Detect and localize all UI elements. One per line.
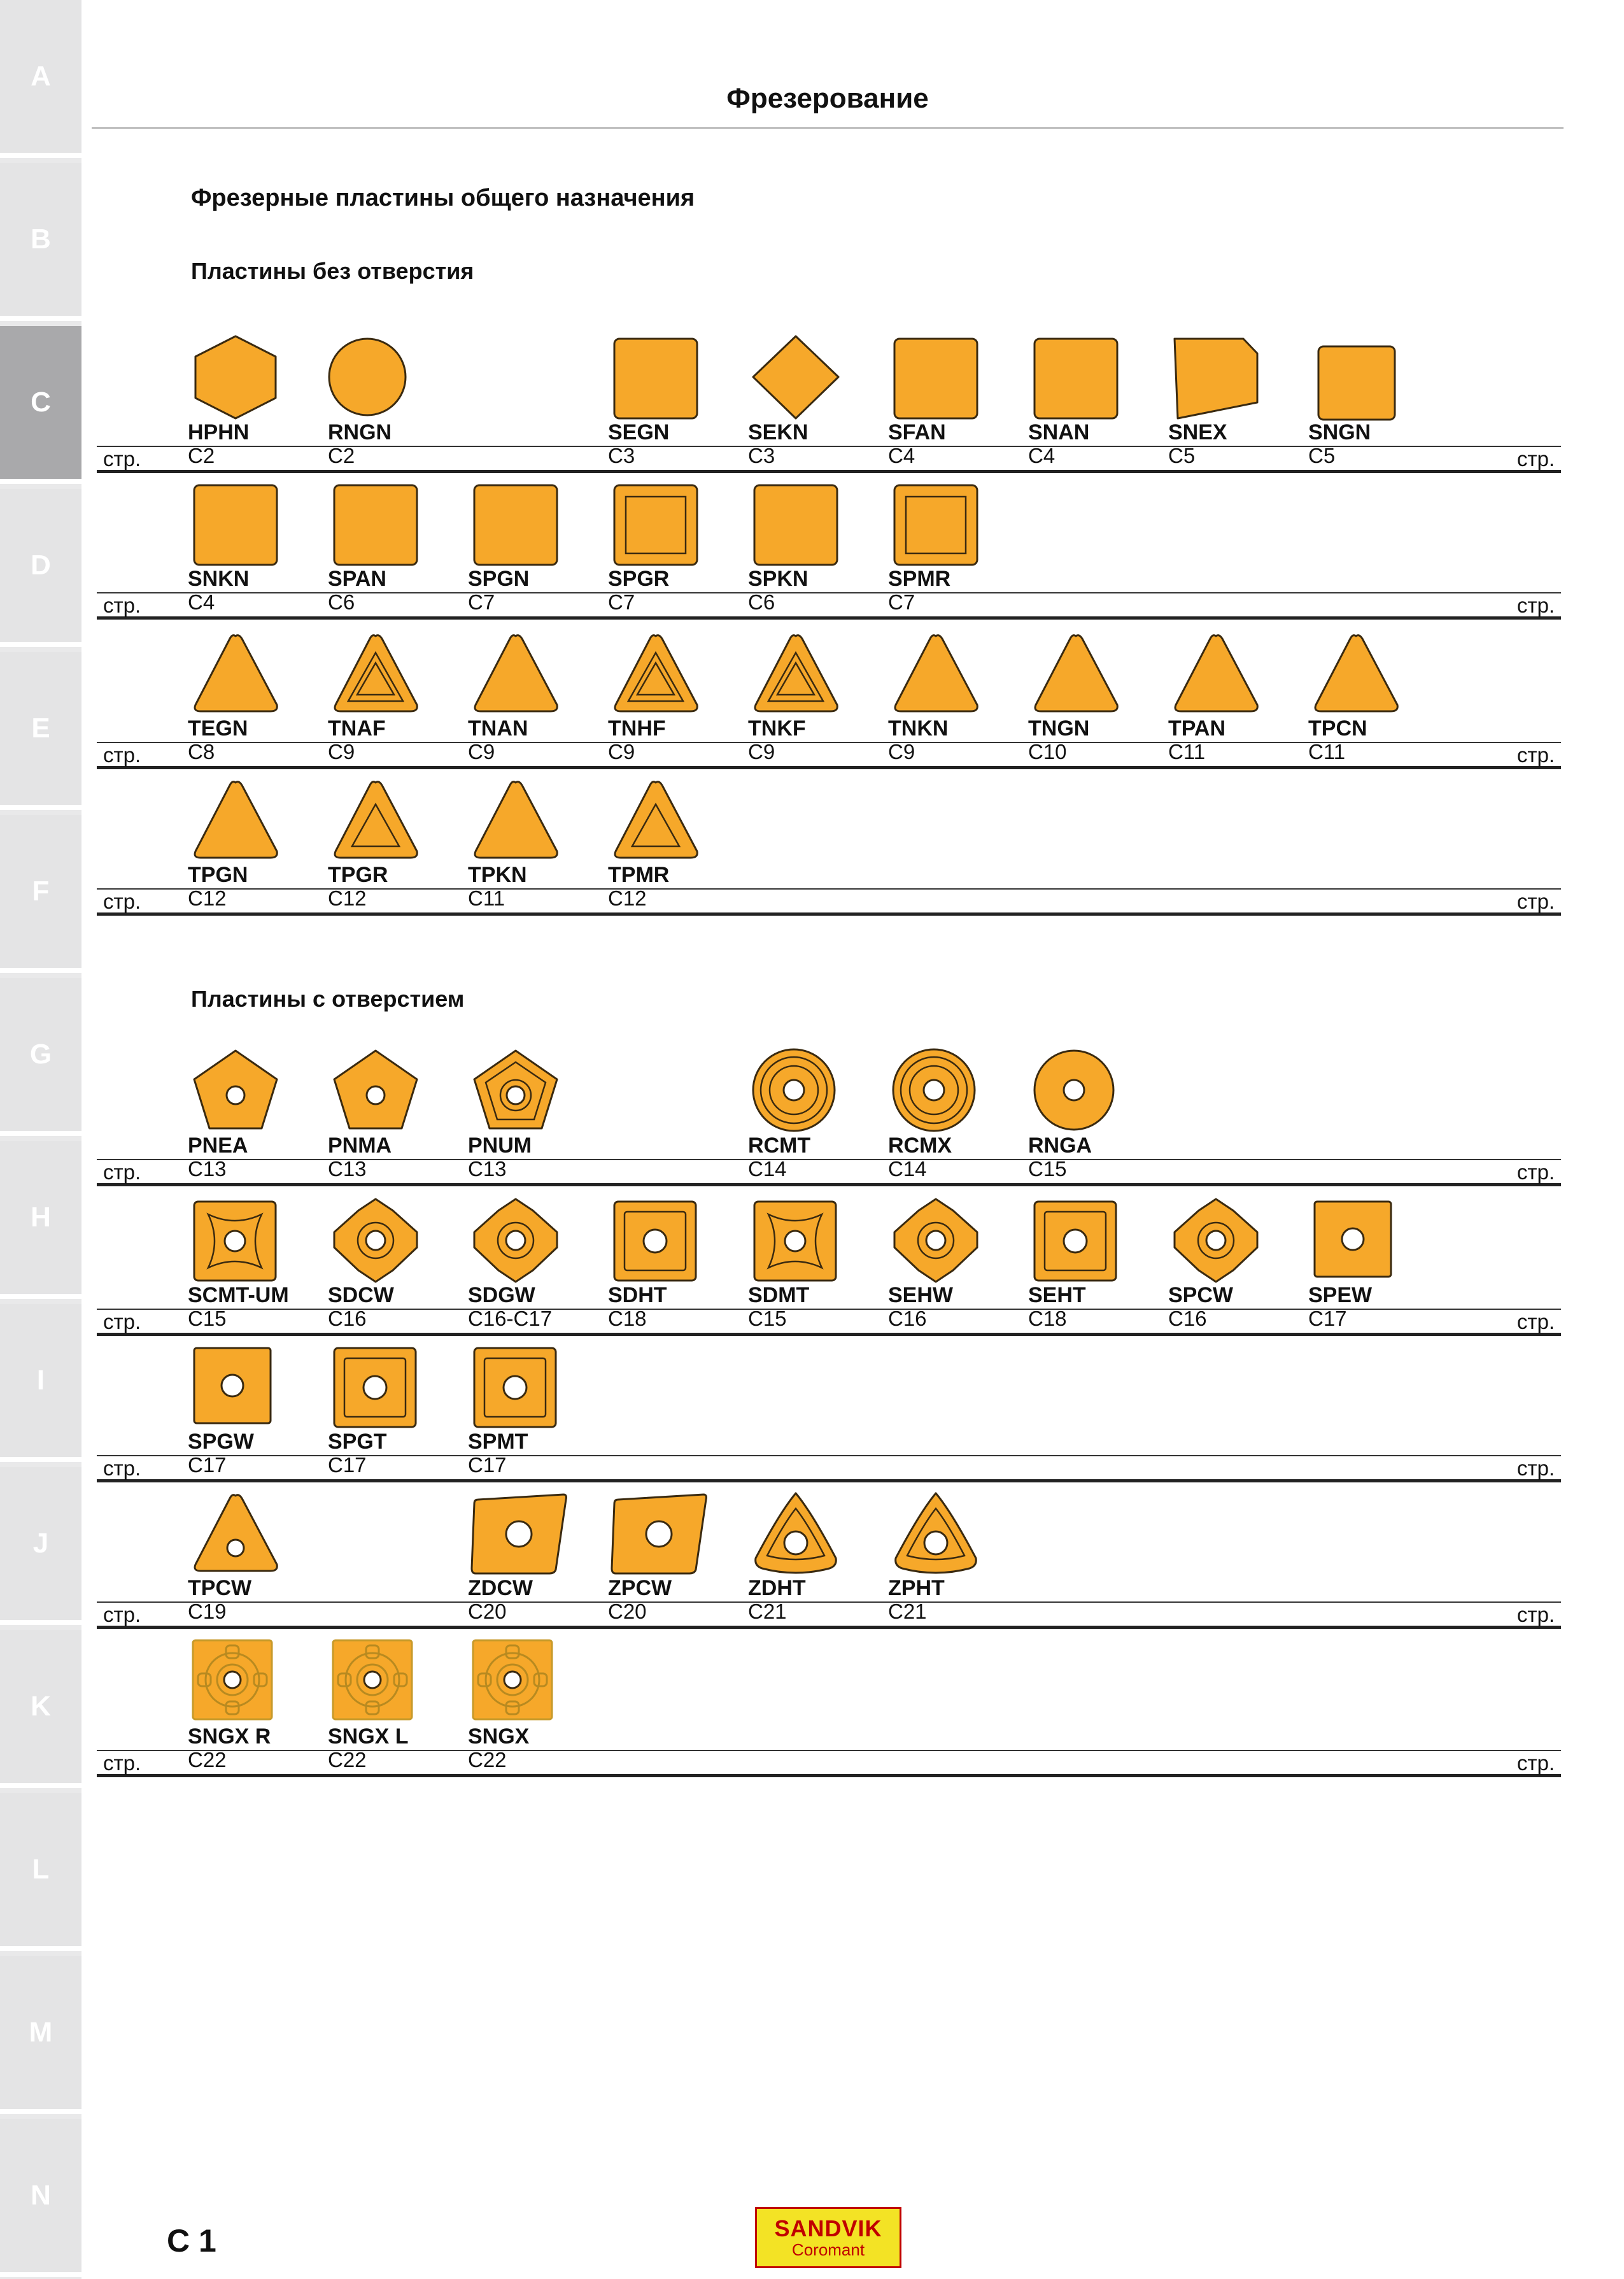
row-label-right: стр.	[1516, 1603, 1555, 1626]
insert-square-chip-icon	[1028, 1194, 1124, 1283]
insert-page-ref[interactable]: C13	[468, 1157, 507, 1181]
insert-code: TPCN	[1308, 716, 1367, 741]
insert-row	[97, 1622, 1561, 1775]
insert-row	[97, 614, 1561, 767]
insert-code: RNGN	[328, 420, 392, 444]
insert-page-ref[interactable]: C15	[188, 1307, 227, 1330]
insert-item[interactable]	[468, 1328, 608, 1480]
insert-item[interactable]	[468, 614, 608, 767]
insert-triangle-groove-icon	[748, 627, 844, 716]
insert-code: SFAN	[888, 420, 946, 444]
insert-page-ref[interactable]: C6	[328, 590, 355, 614]
insert-square-chip-icon	[608, 1194, 703, 1283]
insert-item[interactable]	[1028, 1181, 1168, 1334]
insert-code: TNHF	[608, 716, 666, 741]
insert-item[interactable]	[888, 614, 1028, 767]
insert-trigon-hole-icon	[888, 1487, 984, 1576]
subsection-without-hole: Пластины без отверстия	[191, 258, 474, 284]
row-label-right: стр.	[1516, 1160, 1555, 1184]
insert-page-ref[interactable]: C16	[328, 1307, 367, 1330]
insert-triangle-icon	[1168, 627, 1264, 716]
insert-item[interactable]	[1308, 318, 1448, 471]
insert-octagon-hole-icon	[888, 1194, 984, 1283]
insert-item[interactable]	[748, 614, 888, 767]
insert-item[interactable]	[328, 614, 468, 767]
insert-code: TNAN	[468, 716, 528, 741]
insert-triangle-icon	[1028, 627, 1124, 716]
insert-page-ref[interactable]: C20	[608, 1600, 647, 1623]
insert-triangle-groove-icon	[328, 627, 423, 716]
insert-code: ZPHT	[888, 1576, 945, 1600]
row-label-left: стр.	[103, 1160, 141, 1184]
tab-n[interactable]: N	[0, 2119, 81, 2277]
insert-item[interactable]	[1028, 1032, 1168, 1184]
insert-code: TPKN	[468, 863, 527, 887]
insert-triangle-icon	[1308, 627, 1404, 716]
row-label-right: стр.	[1516, 593, 1555, 617]
insert-item[interactable]	[328, 1622, 468, 1775]
insert-item[interactable]	[468, 1181, 608, 1334]
insert-triangle-icon	[188, 627, 283, 716]
insert-square-cross-icon	[748, 1194, 844, 1283]
insert-pentagon-hole-icon	[188, 1044, 283, 1133]
insert-page-ref[interactable]: C5	[1168, 444, 1196, 467]
page-title: Фрезерование	[726, 83, 929, 114]
insert-item[interactable]	[1168, 318, 1308, 471]
insert-code: SNGX R	[188, 1724, 271, 1749]
insert-item[interactable]	[328, 318, 468, 471]
insert-code: ZPCW	[608, 1576, 672, 1600]
insert-square-icon	[608, 331, 703, 420]
insert-item[interactable]	[328, 1181, 468, 1334]
insert-triangle-groove-icon	[608, 627, 703, 716]
insert-hexagon-icon	[188, 331, 283, 420]
insert-octagon-hole-icon	[468, 1194, 563, 1283]
insert-item[interactable]	[608, 465, 748, 618]
insert-code: SPKN	[748, 567, 808, 591]
insert-page-ref[interactable]: C8	[188, 740, 215, 763]
tab-h[interactable]: H	[0, 1141, 81, 1299]
insert-page-ref[interactable]: C7	[888, 590, 915, 614]
insert-code: SEHT	[1028, 1283, 1086, 1307]
insert-page-ref[interactable]: C4	[1028, 444, 1056, 467]
insert-code: ZDHT	[748, 1576, 806, 1600]
insert-page-ref[interactable]: C6	[748, 590, 775, 614]
insert-item[interactable]	[468, 761, 608, 914]
insert-page-ref[interactable]: C4	[188, 590, 215, 614]
row-label-left: стр.	[103, 890, 141, 913]
insert-code: TEGN	[188, 716, 248, 741]
insert-item[interactable]	[1168, 614, 1308, 767]
insert-round-hole-icon	[1028, 1044, 1124, 1133]
insert-code: RNGA	[1028, 1133, 1092, 1158]
page-number: C 1	[167, 2223, 216, 2259]
insert-code: SNGX L	[328, 1724, 409, 1749]
insert-page-ref[interactable]: C7	[608, 590, 635, 614]
insert-code: TPGR	[328, 863, 388, 887]
insert-triangle-icon	[468, 774, 563, 863]
insert-code: SNKN	[188, 567, 250, 591]
tab-a[interactable]: A	[0, 0, 81, 158]
insert-code: SCMT-UM	[188, 1283, 289, 1307]
tab-b[interactable]: B	[0, 163, 81, 321]
insert-code: SDMT	[748, 1283, 810, 1307]
insert-page-ref[interactable]: C14	[888, 1157, 927, 1181]
insert-code: RCMT	[748, 1133, 811, 1158]
insert-page-ref[interactable]: C15	[748, 1307, 787, 1330]
insert-parallelogram-hole-icon	[608, 1487, 703, 1576]
sandvik-logo	[755, 2207, 901, 2268]
tab-d[interactable]: D	[0, 489, 81, 647]
insert-item[interactable]	[608, 1181, 748, 1334]
insert-code: TNKN	[888, 716, 949, 741]
insert-code: SEGN	[608, 420, 670, 444]
insert-page-ref[interactable]: C22	[188, 1748, 227, 1771]
insert-parallelogram-hole-icon	[468, 1487, 563, 1576]
insert-page-ref[interactable]: C16	[888, 1307, 927, 1330]
insert-code: TPMR	[608, 863, 670, 887]
insert-code: HPHN	[188, 420, 250, 444]
insert-code: SNGX	[468, 1724, 530, 1749]
insert-code: ZDCW	[468, 1576, 533, 1600]
insert-code: RCMX	[888, 1133, 952, 1158]
row-label-left: стр.	[103, 743, 141, 767]
insert-code: PNEA	[188, 1133, 248, 1158]
title-divider	[92, 127, 1564, 129]
insert-round-rings-icon	[748, 1044, 844, 1133]
tab-j[interactable]: J	[0, 1467, 81, 1625]
insert-octagon-hole-icon	[328, 1194, 423, 1283]
logo-brand: SANDVIK	[774, 2215, 882, 2241]
insert-row	[97, 761, 1561, 913]
insert-page-ref[interactable]: C21	[888, 1600, 927, 1623]
row-label-right: стр.	[1516, 1310, 1555, 1333]
insert-row	[97, 1032, 1561, 1184]
insert-triangle-frame-icon	[328, 774, 423, 863]
insert-row	[97, 1474, 1561, 1626]
insert-row	[97, 1328, 1561, 1480]
insert-item[interactable]	[608, 1474, 748, 1627]
insert-item[interactable]	[328, 465, 468, 618]
tab-e[interactable]: E	[0, 652, 81, 810]
insert-code: SEKN	[748, 420, 808, 444]
insert-page-ref[interactable]: C9	[468, 740, 495, 763]
insert-code: TPCW	[188, 1576, 252, 1600]
insert-item[interactable]	[188, 1328, 328, 1480]
insert-page-ref[interactable]: C16	[1168, 1307, 1207, 1330]
insert-square-icon	[1028, 331, 1124, 420]
insert-page-ref[interactable]: C9	[328, 740, 355, 763]
insert-page-ref[interactable]: C11	[1308, 740, 1346, 763]
insert-page-ref[interactable]: C3	[608, 444, 635, 467]
insert-square-icon	[188, 478, 283, 567]
insert-page-ref[interactable]: C15	[1028, 1157, 1067, 1181]
insert-item[interactable]	[888, 465, 1028, 618]
insert-triangle-icon	[188, 774, 283, 863]
insert-item[interactable]	[888, 1181, 1028, 1334]
insert-round-rings-icon	[888, 1044, 984, 1133]
insert-item[interactable]	[1028, 318, 1168, 471]
insert-page-ref[interactable]: C17	[188, 1453, 227, 1477]
insert-item[interactable]	[748, 1181, 888, 1334]
tab-l[interactable]: L	[0, 1793, 81, 1951]
row-label-left: стр.	[103, 593, 141, 617]
insert-code: SNGN	[1308, 420, 1371, 444]
row-label-left: стр.	[103, 1456, 141, 1480]
insert-square-tangential-icon	[328, 1635, 423, 1724]
row-label-left: стр.	[103, 1751, 141, 1775]
row-label-left: стр.	[103, 1310, 141, 1333]
insert-code: PNMA	[328, 1133, 392, 1158]
tab-m[interactable]: M	[0, 1956, 81, 2114]
insert-triangle-icon	[468, 627, 563, 716]
insert-page-ref[interactable]: C11	[468, 886, 505, 910]
row-label-right: стр.	[1516, 1751, 1555, 1775]
insert-item[interactable]	[188, 1622, 328, 1775]
insert-code: SPGR	[608, 567, 670, 591]
insert-item[interactable]	[468, 1622, 608, 1775]
insert-page-ref[interactable]: C11	[1168, 740, 1206, 763]
insert-code: SPEW	[1308, 1283, 1373, 1307]
insert-code: SPGW	[188, 1430, 254, 1454]
insert-page-ref[interactable]: C18	[608, 1307, 647, 1330]
insert-item[interactable]	[1308, 614, 1448, 767]
insert-item[interactable]	[608, 318, 748, 471]
insert-code: SDCW	[328, 1283, 394, 1307]
insert-code: TPAN	[1168, 716, 1226, 741]
insert-chamfer-square-icon	[1168, 331, 1264, 420]
subsection-with-hole: Пластины с отверстием	[191, 986, 465, 1012]
insert-page-ref[interactable]: C10	[1028, 740, 1067, 763]
insert-item[interactable]	[1308, 1181, 1448, 1334]
insert-item[interactable]	[1168, 1181, 1308, 1334]
insert-page-ref[interactable]: C21	[748, 1600, 787, 1623]
insert-page-ref[interactable]: C18	[1028, 1307, 1067, 1330]
insert-item[interactable]	[888, 1032, 1028, 1184]
insert-triangle-frame-icon	[608, 774, 703, 863]
insert-page-ref[interactable]: C2	[188, 444, 215, 467]
insert-trigon-hole-icon	[748, 1487, 844, 1576]
insert-page-ref[interactable]: C3	[748, 444, 775, 467]
insert-square-hole-icon	[188, 1340, 283, 1430]
insert-code: SPGT	[328, 1430, 387, 1454]
insert-code: TPGN	[188, 863, 248, 887]
insert-page-ref[interactable]: C2	[328, 444, 355, 467]
insert-square-frame-icon	[888, 478, 984, 567]
insert-code: TNGN	[1028, 716, 1090, 741]
insert-row	[97, 465, 1561, 617]
insert-page-ref[interactable]: C9	[748, 740, 775, 763]
insert-code: SNAN	[1028, 420, 1090, 444]
insert-code: SPCW	[1168, 1283, 1233, 1307]
insert-page-ref[interactable]: C12	[188, 886, 227, 910]
row-label-right: стр.	[1516, 890, 1555, 913]
insert-page-ref[interactable]: C14	[748, 1157, 787, 1181]
insert-code: SEHW	[888, 1283, 953, 1307]
row-label-right: стр.	[1516, 447, 1555, 471]
insert-page-ref[interactable]: C17	[468, 1453, 507, 1477]
insert-square-tangential-icon	[468, 1635, 563, 1724]
insert-item[interactable]	[748, 1032, 888, 1184]
insert-square-small-icon	[1308, 331, 1404, 420]
insert-page-ref[interactable]: C19	[188, 1600, 227, 1623]
insert-code: SNEX	[1168, 420, 1227, 444]
insert-code: TNAF	[328, 716, 386, 741]
insert-page-ref[interactable]: C17	[328, 1453, 367, 1477]
insert-item[interactable]	[188, 1181, 328, 1334]
insert-code: SPMT	[468, 1430, 528, 1454]
insert-item[interactable]	[328, 761, 468, 914]
insert-page-ref[interactable]: C22	[328, 1748, 367, 1771]
insert-triangle-icon	[888, 627, 984, 716]
insert-item[interactable]	[888, 1474, 1028, 1627]
tab-i[interactable]: I	[0, 1304, 81, 1462]
insert-code: SPAN	[328, 567, 386, 591]
insert-item[interactable]	[748, 465, 888, 618]
insert-row	[97, 318, 1561, 471]
insert-item[interactable]	[188, 465, 328, 618]
insert-item[interactable]	[608, 761, 748, 914]
insert-item[interactable]	[188, 1032, 328, 1184]
insert-code: TNKF	[748, 716, 806, 741]
insert-page-ref[interactable]: C16-C17	[468, 1307, 553, 1330]
insert-octagon-hole-icon	[1168, 1194, 1264, 1283]
insert-code: SPGN	[468, 567, 530, 591]
insert-page-ref[interactable]: C9	[888, 740, 915, 763]
insert-item[interactable]	[468, 1474, 608, 1627]
insert-square-icon	[468, 478, 563, 567]
logo-sub: Coromant	[791, 2240, 865, 2259]
insert-pentagon-chip-icon	[468, 1044, 563, 1133]
row-label-right: стр.	[1516, 743, 1555, 767]
insert-page-ref[interactable]: C12	[608, 886, 647, 910]
insert-code: SDGW	[468, 1283, 535, 1307]
insert-item[interactable]	[748, 318, 888, 471]
insert-code: SDHT	[608, 1283, 667, 1307]
insert-page-ref[interactable]: C12	[328, 886, 367, 910]
tab-g[interactable]: G	[0, 978, 81, 1136]
row-label-right: стр.	[1516, 1456, 1555, 1480]
insert-page-ref[interactable]: C5	[1308, 444, 1336, 467]
insert-code: PNUM	[468, 1133, 532, 1158]
insert-square-tangential-icon	[188, 1635, 283, 1724]
row-label-left: стр.	[103, 447, 141, 471]
insert-item[interactable]	[748, 1474, 888, 1627]
insert-page-ref[interactable]: C17	[1308, 1307, 1347, 1330]
insert-page-ref[interactable]: C13	[188, 1157, 227, 1181]
section-title: Фрезерные пластины общего назначения	[191, 185, 695, 211]
insert-page-ref[interactable]: C13	[328, 1157, 367, 1181]
insert-page-ref[interactable]: C9	[608, 740, 635, 763]
insert-page-ref[interactable]: C4	[888, 444, 915, 467]
insert-square-hole-icon	[1308, 1194, 1404, 1283]
tab-f[interactable]: F	[0, 815, 81, 973]
row-label-left: стр.	[103, 1603, 141, 1626]
insert-page-ref[interactable]: C20	[468, 1600, 507, 1623]
insert-page-ref[interactable]: C22	[468, 1748, 507, 1771]
insert-item[interactable]	[888, 318, 1028, 471]
insert-pentagon-hole-icon	[328, 1044, 423, 1133]
insert-diamond-icon	[748, 331, 844, 420]
insert-item[interactable]	[188, 614, 328, 767]
insert-item[interactable]	[188, 318, 328, 471]
insert-circle-icon	[328, 331, 423, 420]
insert-square-frame-icon	[608, 478, 703, 567]
insert-item[interactable]	[608, 614, 748, 767]
insert-square-icon	[328, 478, 423, 567]
insert-item[interactable]	[1028, 614, 1168, 767]
insert-page-ref[interactable]: C7	[468, 590, 495, 614]
insert-square-chip-icon	[328, 1340, 423, 1430]
insert-item[interactable]	[468, 465, 608, 618]
insert-square-chip-icon	[468, 1340, 563, 1430]
insert-code: SPMR	[888, 567, 951, 591]
insert-item[interactable]	[468, 1032, 608, 1184]
insert-item[interactable]	[328, 1032, 468, 1184]
insert-square-cross-icon	[188, 1194, 283, 1283]
insert-row	[97, 1181, 1561, 1333]
insert-triangle-hole-icon	[188, 1487, 283, 1576]
insert-item[interactable]	[188, 761, 328, 914]
tab-k[interactable]: K	[0, 1630, 81, 1788]
insert-item[interactable]	[188, 1474, 328, 1627]
tab-c[interactable]: C	[0, 326, 81, 484]
insert-square-icon	[748, 478, 844, 567]
insert-item[interactable]	[328, 1328, 468, 1480]
chapter-tabs	[0, 0, 81, 2279]
insert-square-icon	[888, 331, 984, 420]
